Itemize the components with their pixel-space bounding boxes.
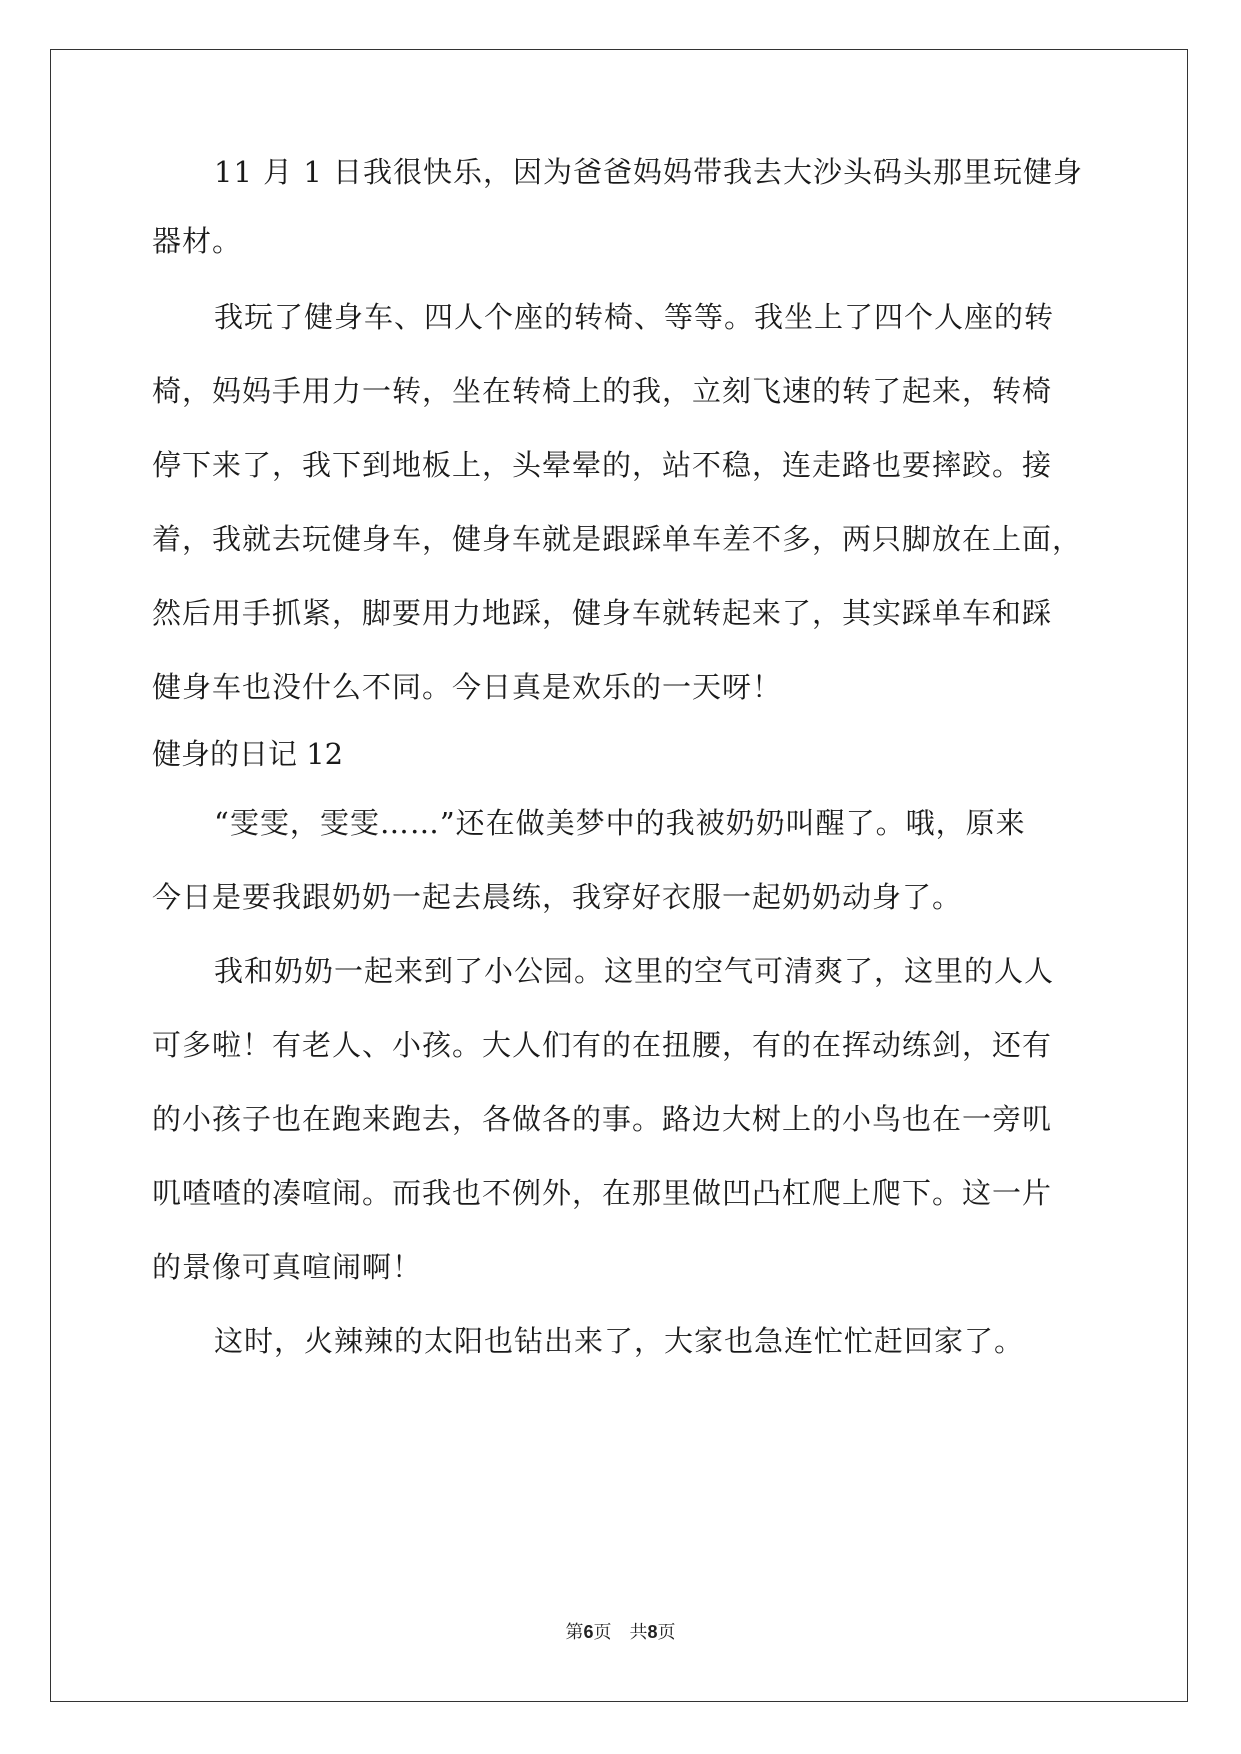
footer-suffix: 页: [657, 1622, 676, 1643]
total-pages-number: 8: [647, 1622, 658, 1642]
paragraph-line: 11 月 1 日我很快乐，因为爸爸妈妈带我去大沙头码头那里玩健身: [214, 155, 1084, 189]
paragraph-line: 我玩了健身车、四人个座的转椅、等等。我坐上了四个人座的转: [214, 300, 1055, 334]
section-heading: 健身的日记 12: [152, 737, 344, 771]
paragraph-line: “雯雯，雯雯……”还在做美梦中的我被奶奶叫醒了。哦，原来: [214, 806, 1026, 840]
paragraph-line: 可多啦！有老人、小孩。大人们有的在扭腰，有的在挥动练剑，还有: [152, 1028, 1053, 1062]
paragraph-line: 然后用手抓紧，脚要用力地踩，健身车就转起来了，其实踩单车和踩: [152, 596, 1053, 630]
paragraph-line: 健身车也没什么不同。今日真是欢乐的一天呀！: [152, 670, 783, 704]
current-page-number: 6: [583, 1622, 594, 1642]
footer-mid: 页 共: [593, 1622, 648, 1643]
paragraph-line: 停下来了，我下到地板上，头晕晕的，站不稳，连走路也要摔跤。接: [152, 448, 1053, 482]
paragraph-line: 我和奶奶一起来到了小公园。这里的空气可清爽了，这里的人人: [214, 954, 1055, 988]
paragraph-line: 的小孩子也在跑来跑去，各做各的事。路边大树上的小鸟也在一旁叽: [152, 1102, 1053, 1136]
paragraph-line: 叽喳喳的凑喧闹。而我也不例外，在那里做凹凸杠爬上爬下。这一片: [152, 1176, 1053, 1210]
paragraph-line: 的景像可真喧闹啊！: [152, 1250, 423, 1284]
paragraph-line: 器材。: [152, 224, 243, 258]
paragraph-line: 这时，火辣辣的太阳也钻出来了，大家也急连忙忙赶回家了。: [214, 1324, 1025, 1358]
paragraph-line: 椅，妈妈手用力一转，坐在转椅上的我，立刻飞速的转了起来，转椅: [152, 374, 1053, 408]
page-footer: [0, 1620, 1241, 1645]
paragraph-line: 着，我就去玩健身车，健身车就是跟踩单车差不多，两只脚放在上面，: [152, 522, 1083, 556]
paragraph-line: 今日是要我跟奶奶一起去晨练，我穿好衣服一起奶奶动身了。: [152, 880, 963, 914]
footer-prefix: 第: [565, 1622, 584, 1643]
